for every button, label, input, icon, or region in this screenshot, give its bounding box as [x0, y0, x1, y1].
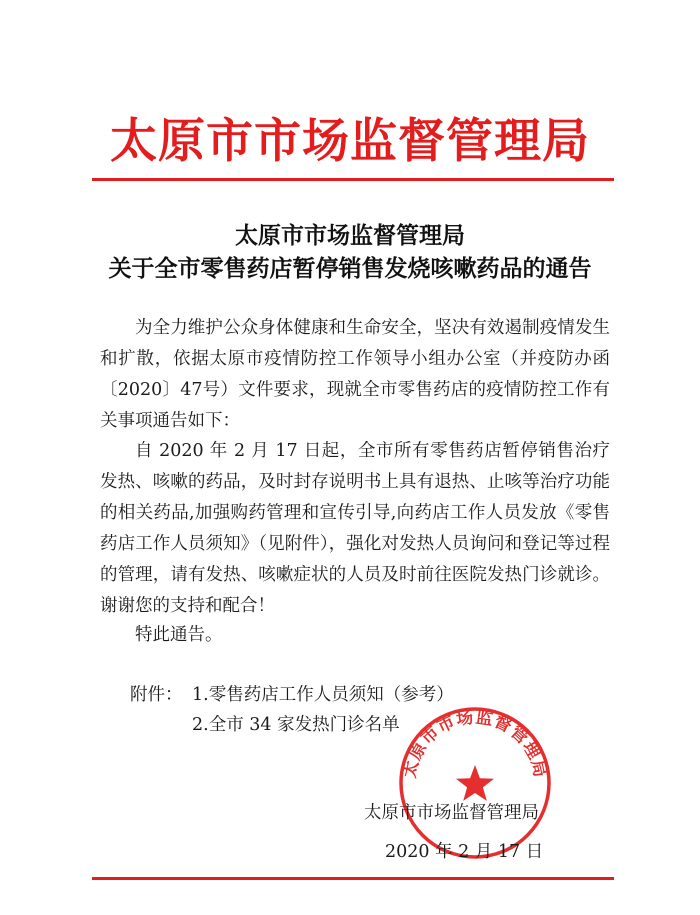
masthead-divider	[92, 178, 614, 181]
masthead-title: 太原市市场监督管理局	[110, 114, 590, 169]
signature-organization: 太原市市场监督管理局	[364, 803, 539, 823]
notice-title-line-2: 关于全市零售药店暂停销售发烧咳嗽药品的通告	[108, 256, 592, 282]
official-seal-stamp	[395, 703, 555, 863]
seal-star-icon	[456, 765, 494, 801]
attachment-item-2: 2.全市 34 家发热门诊名单	[192, 715, 400, 735]
body-paragraph-3: 特此通告。	[135, 625, 223, 645]
seal-text: 太原市市场监督管理局	[399, 707, 551, 780]
body-paragraph-1: 为全力维护公众身体健康和生命安全，坚决有效遏制疫情发生和扩散，依据太原市疫情防控工作领导小组办公室（并疫防办函〔2020〕47号）文件要求，现就全市零售药店的疫情防控工作有关事项通告如下：	[100, 318, 610, 431]
footer-divider	[92, 877, 614, 880]
attachments-label: 附件：	[130, 685, 183, 705]
body-paragraph-2: 自 2020 年 2 月 17 日起，全市所有零售药店暂停销售治疗发热、咳嗽的药品，及时封存说明书上具有退热、止咳等治疗功能的相关药品,加强购药管理和宣传引导,向药店工作人员发放《零售药店工作人员须知》（见附件），强化对发热人员询问和登记等过程的管理，请有发热、咳嗽症状的人员及时前往医院发热门诊就诊。谢谢您的支持和配合！	[100, 441, 610, 616]
signature-date: 2020 年 2 月 17 日	[385, 842, 544, 862]
notice-title-line-1: 太原市市场监督管理局	[235, 223, 465, 249]
attachment-item-1: 1.零售药店工作人员须知（参考）	[192, 685, 454, 705]
